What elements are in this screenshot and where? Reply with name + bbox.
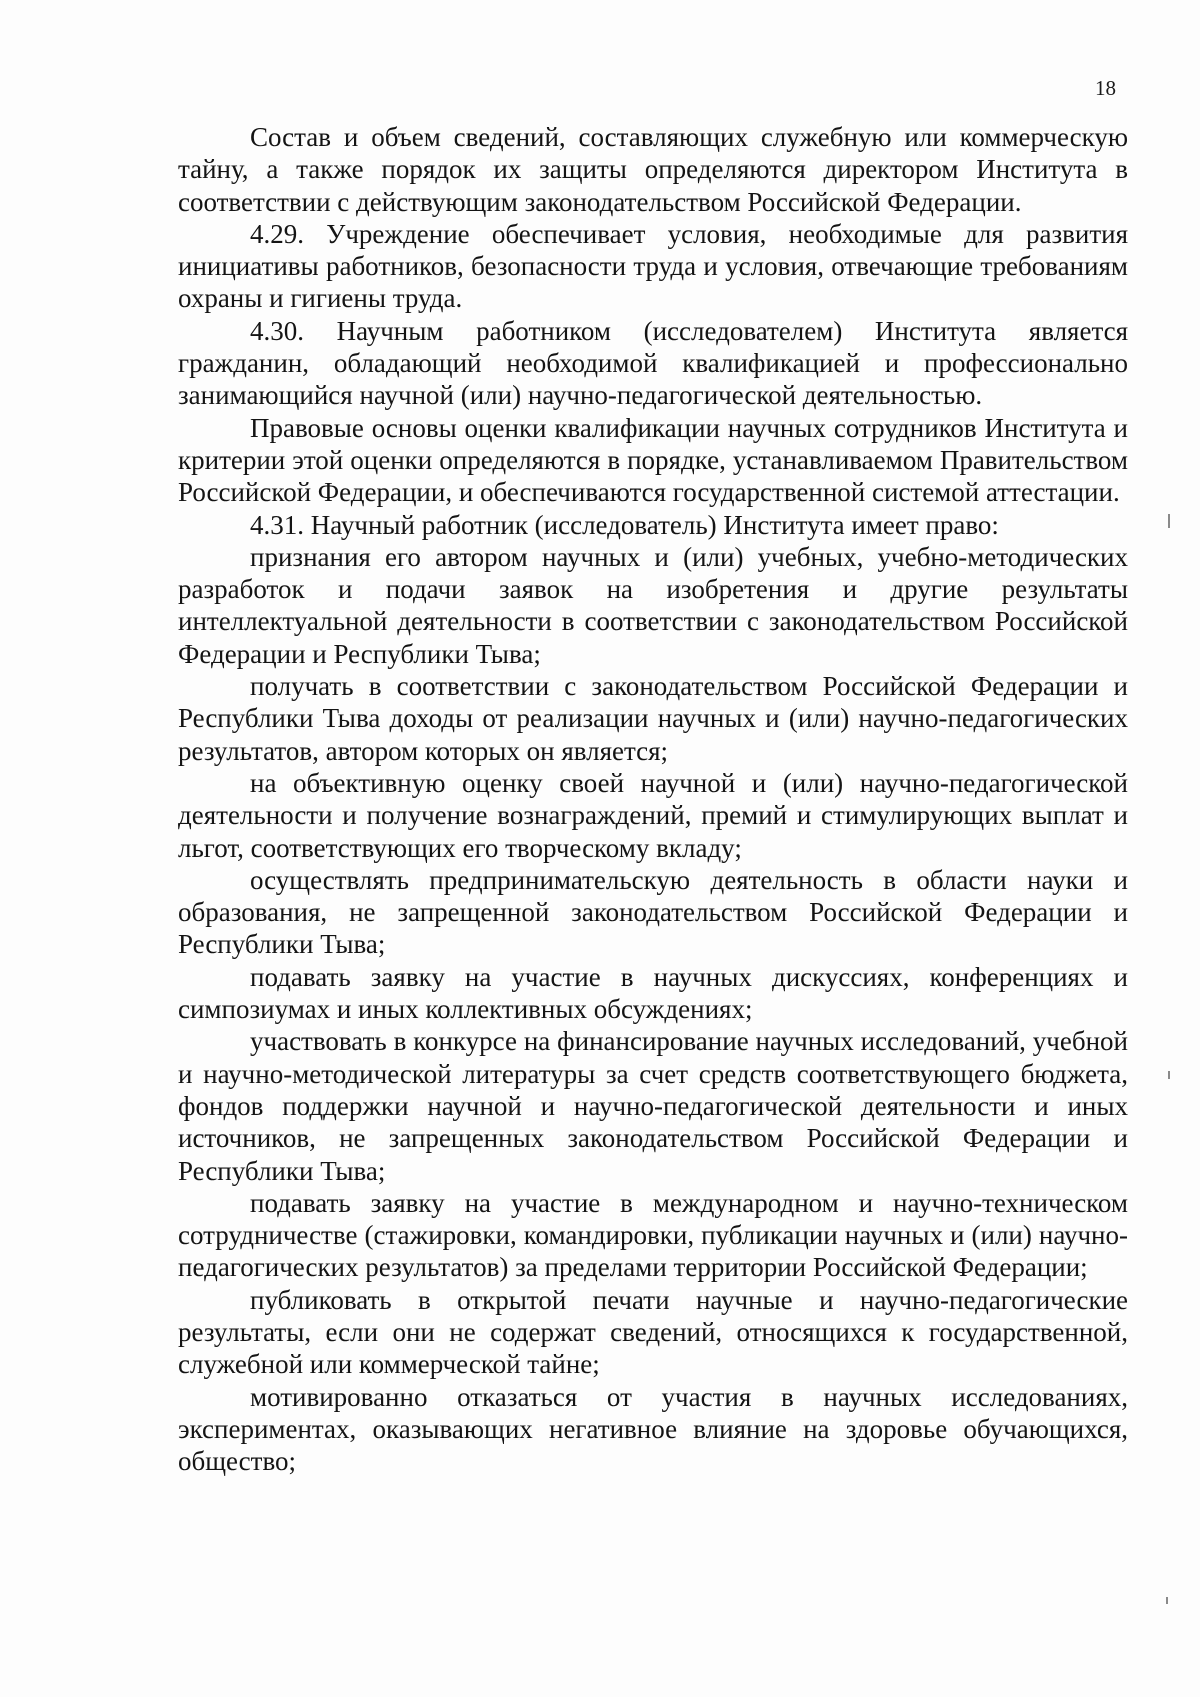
paragraph-7: получать в соответствии с законодательством Российской Федерации и Республики Тыва доходы от реализации научных и (или) научно-педагогических результатов, автором которых он является;	[178, 671, 1128, 766]
paragraph-8: на объективную оценку своей научной и (или) научно-педагогической деятельности и получение вознаграждений, премий и стимулирующих выплат и льгот, соответствующих его творческому вкладу;	[178, 767, 1128, 863]
document-body	[178, 121, 1128, 1477]
paragraph-1: Состав и объем сведений, составляющих служебную или коммерческую тайну, а также порядок их защиты определяются директором Института в соответствии с действующим законодательством Российской Федерации.	[178, 122, 1128, 217]
paragraph-5: 4.31. Научный работник (исследователь) Института имеет право:	[250, 509, 999, 540]
paragraph-6: признания его автором научных и (или) учебных, учебно-методических разработок и подачи заявок на изобретения и другие результаты интеллектуальной деятельности в соответствии с законодательством Российской Федерации и Республики Тыва;	[178, 541, 1128, 669]
scan-speck	[1168, 514, 1170, 528]
paragraph-14: мотивированно отказаться от участия в научных исследованиях, экспериментах, оказывающих негативное влияние на здоровье обучающихся, общество;	[178, 1381, 1128, 1477]
paragraph-11: участвовать в конкурсе на финансирование научных исследований, учебной и научно-методической литературы за счет средств соответствующего бюджета, фондов поддержки научной и научно-педагогической деятельности и иных источников, не запрещенных законодательством Российской Федерации и Республики Тыва;	[178, 1026, 1128, 1186]
paragraph-12: подавать заявку на участие в международном и научно-техническом сотрудничестве (стажировки, командировки, публикации научных и (или) научно-педагогических результатов) за пределами территории Российской Федерации;	[178, 1187, 1128, 1283]
paragraph-4: Правовые основы оценки квалификации научных сотрудников Института и критерии этой оценки определяются в порядке, устанавливаемом Правительством Российской Федерации, и обеспечиваются государственной системой аттестации.	[178, 412, 1128, 508]
page-number: 18	[1095, 76, 1116, 100]
scan-speck	[1166, 1597, 1168, 1604]
paragraph-3: 4.30. Научным работником (исследователем) Института является гражданин, обладающий необходимой квалификацией и профессионально занимающийся научной (или) научно-педагогической деятельностью.	[178, 315, 1128, 411]
paragraph-13: публиковать в открытой печати научные и научно-педагогические результаты, если они не содержат сведений, относящихся к государственной, служебной или коммерческой тайне;	[178, 1284, 1128, 1380]
paragraph-9: осуществлять предпринимательскую деятельность в области науки и образования, не запрещенной законодательством Российской Федерации и Республики Тыва;	[178, 864, 1128, 960]
paragraph-2: 4.29. Учреждение обеспечивает условия, необходимые для развития инициативы работников, безопасности труда и условия, отвечающие требованиям охраны и гигиены труда.	[178, 218, 1128, 314]
paragraph-10: подавать заявку на участие в научных дискуссиях, конференциях и симпозиумах и иных коллективных обсуждениях;	[178, 961, 1128, 1025]
scan-speck	[1168, 1071, 1170, 1079]
